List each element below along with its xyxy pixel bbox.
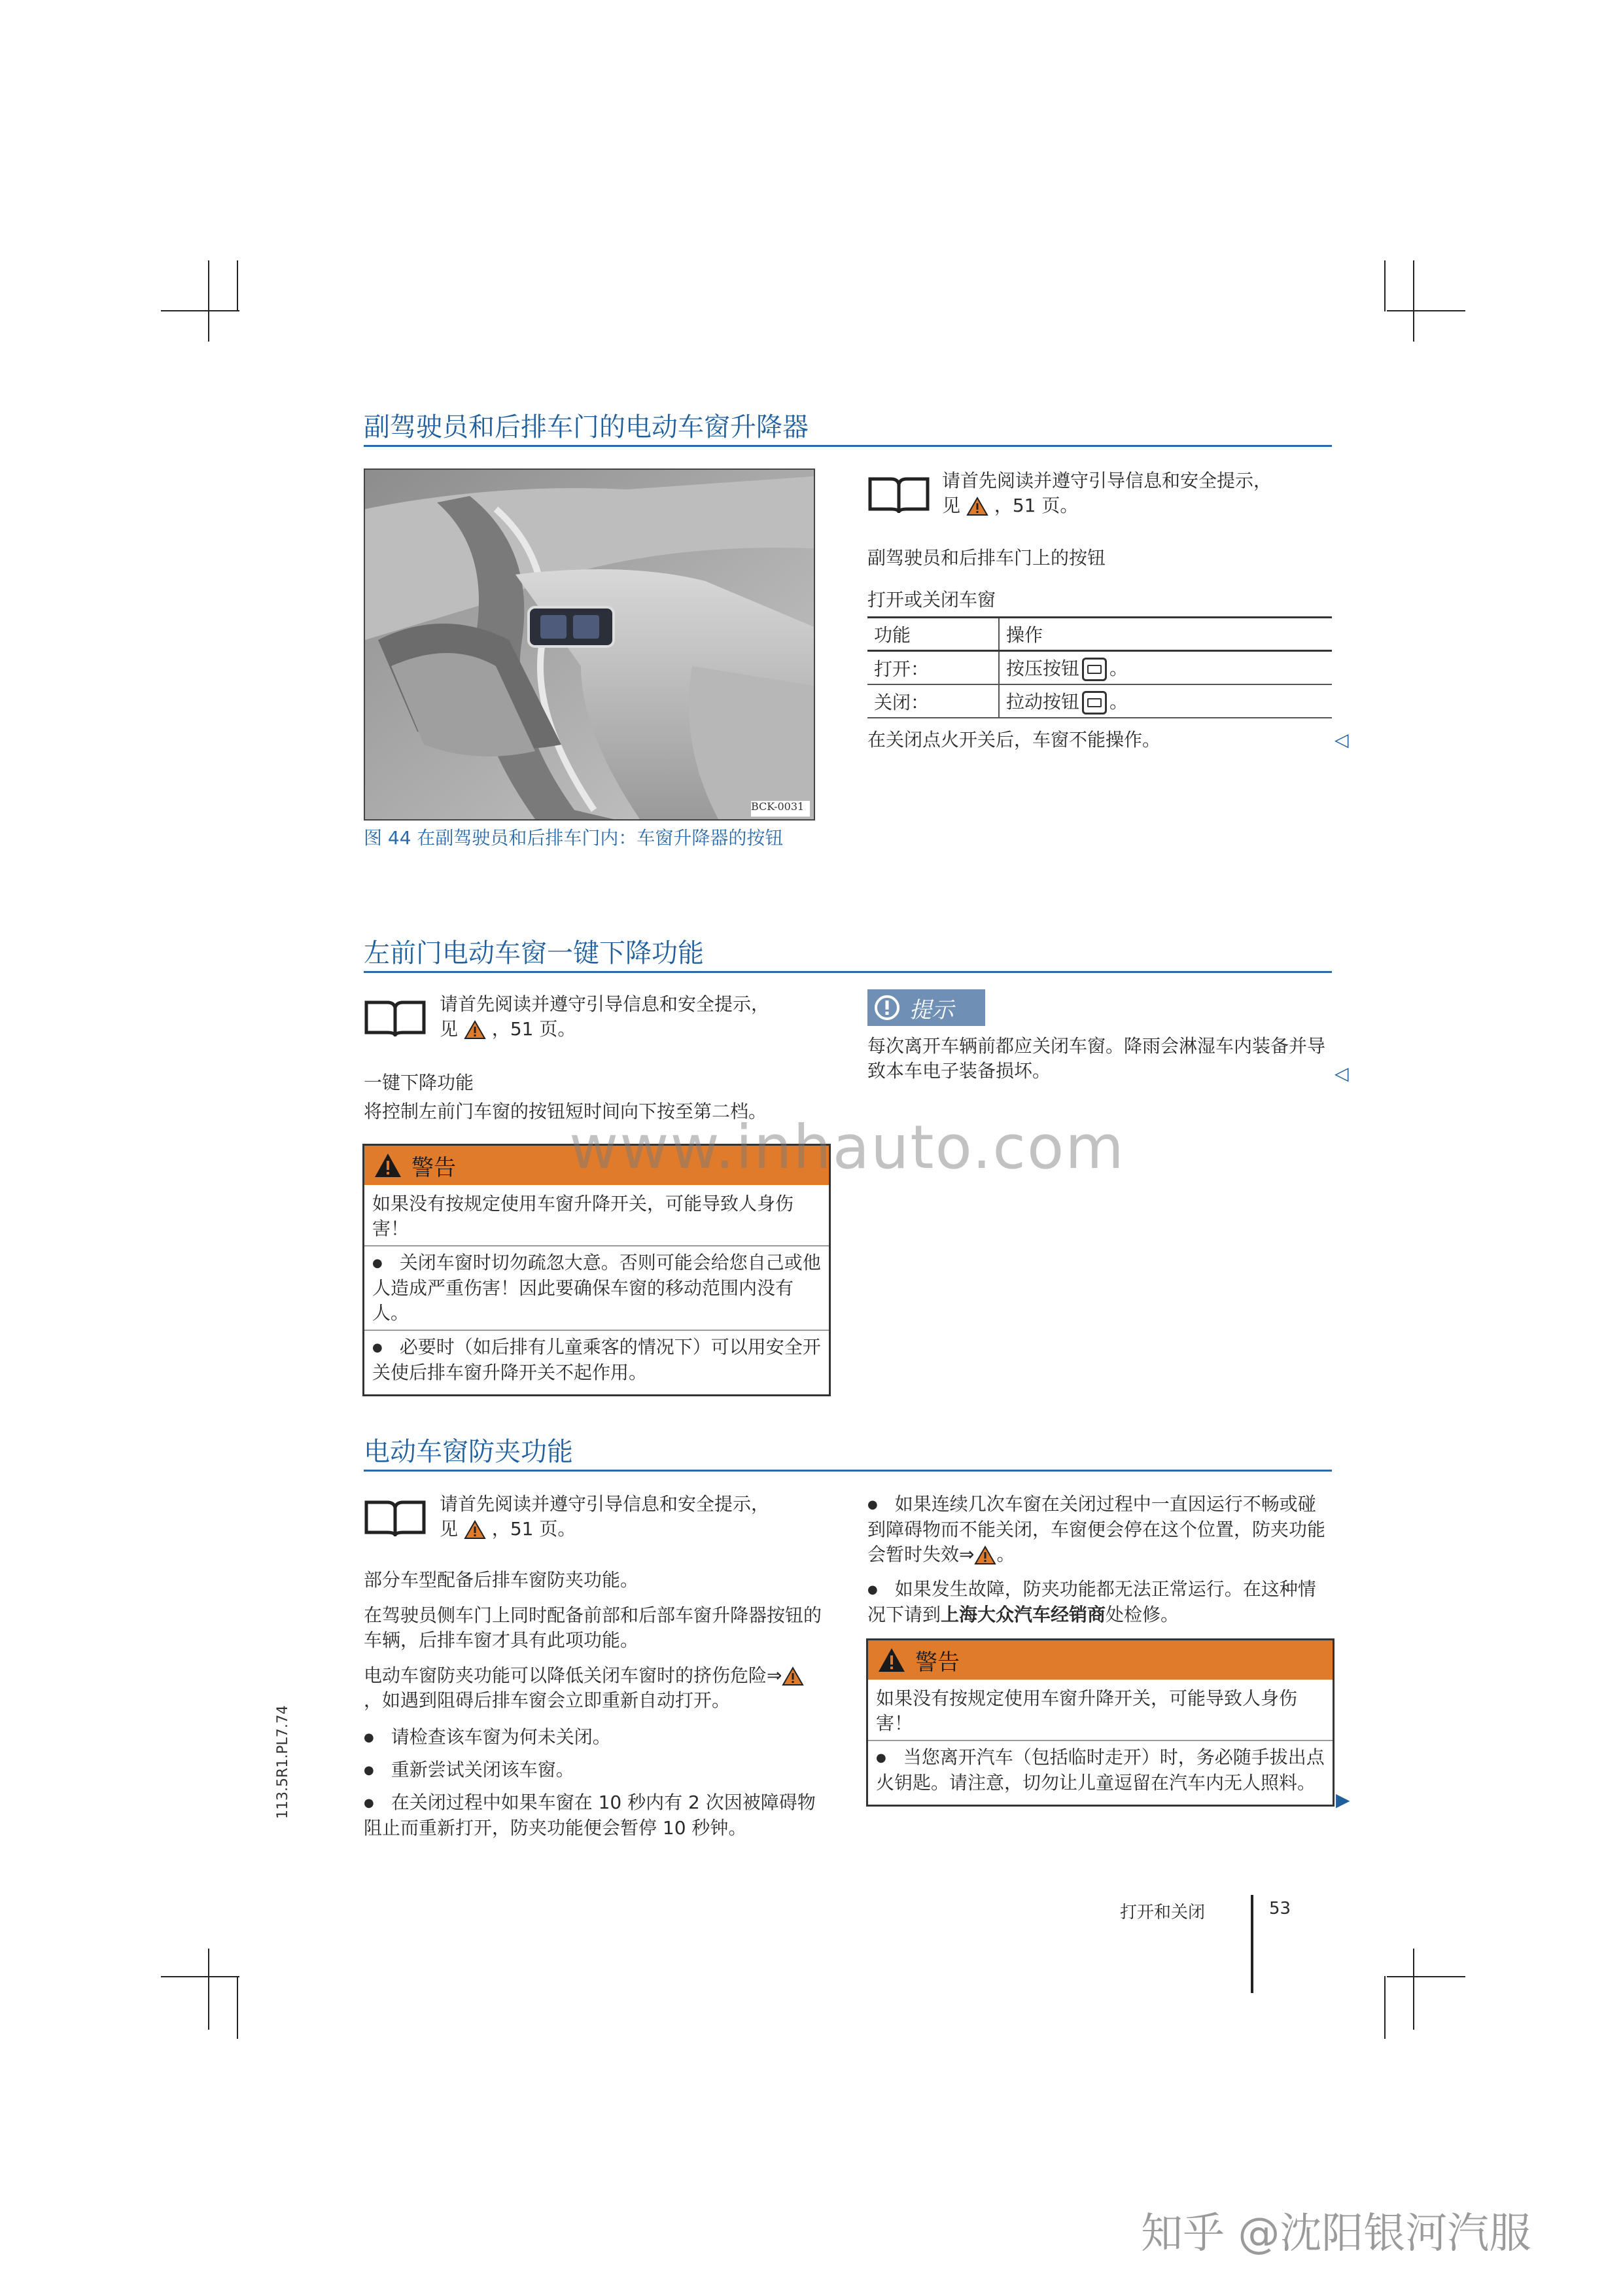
info-icon <box>874 995 900 1021</box>
door-panel-figure <box>364 468 815 821</box>
window-operation-table <box>867 616 1332 718</box>
section-rule <box>364 971 1332 973</box>
warning-body: 如果没有按规定使用车窗升降开关，可能导致人身伤害！ ● 当您离开汽车（包括临时走开）时，务必随手拔出点火钥匙。请注意，切勿让儿童逗留在汽车内无人照料。 <box>868 1680 1333 1805</box>
section-title-passenger-windows: 副驾驶员和后排车门的电动车窗升降器 <box>364 412 809 442</box>
warning-header: 警告 <box>364 1146 829 1185</box>
read-manual-icon <box>364 1497 427 1536</box>
anti-pinch-para1: 在驾驶员侧车门上同时配备前部和后部车窗升降器按钮的车辆，后排车窗才具有此项功能。 <box>364 1604 822 1651</box>
list-item: ● 如果连续几次车窗在关闭过程中一直因运行不畅或碰到障碍物而不能关闭，车窗便会停在这个位置，防夹功能会暂时失效⇒ 。 <box>867 1492 1332 1567</box>
section-title-one-touch: 左前门电动车窗一键下降功能 <box>364 938 704 968</box>
warning-triangle-icon <box>966 497 988 516</box>
anti-pinch-para2: 电动车窗防夹功能可以降低关闭车窗时的挤伤危险⇒，如遇到阻碍后排车窗会立即重新自动打开。 <box>364 1663 822 1713</box>
tip-text: 每次离开车辆前都应关闭车窗。降雨会淋湿车内装备并导致本车电子装备损坏。 <box>867 1035 1326 1082</box>
table-header-action: 操作 <box>999 618 1332 651</box>
side-print-code: 113.5R1.PL7.74 <box>275 1705 291 1819</box>
table-title: 打开或关闭车窗 <box>867 589 996 610</box>
one-touch-body: 将控制左前门车窗的按钮短时间向下按至第二档。 <box>364 1101 767 1122</box>
table-header-function: 功能 <box>867 618 999 651</box>
read-notice: 请首先阅读并遵守引导信息和安全提示， 见 ，51 页。 <box>440 993 770 1040</box>
door-panel-illustration <box>365 470 814 819</box>
section-rule <box>364 445 1332 447</box>
source-credit: 知乎 @沈阳银河汽服 <box>1141 2210 1531 2258</box>
one-touch-subhead: 一键下降功能 <box>364 1072 474 1093</box>
warning-body: 如果没有按规定使用车窗升降开关，可能导致人身伤害！ ● 关闭车窗时切勿疏忽大意。否则可能会给您自己或他人造成严重伤害！因此要确保车窗的移动范围内没有人。 ● 必要时（如后排有儿童乘客的情况下）可以用安全开关使后排车窗升降开关不起作用。 <box>364 1185 829 1394</box>
tip-header: 提示 <box>867 989 985 1026</box>
window-button-icon <box>1082 658 1107 681</box>
list-item: ● 关闭车窗时切勿疏忽大意。否则可能会给您自己或他人造成严重伤害！因此要确保车窗的移动范围内没有人。 <box>372 1250 821 1326</box>
warning-triangle-icon <box>974 1545 996 1565</box>
table-row: 打开： 按压按钮 。 <box>867 651 1332 685</box>
warning-box <box>866 1638 1335 1807</box>
footer-chapter: 打开和关闭 <box>1120 1903 1206 1922</box>
list-item: ● 在关闭过程中如果车窗在 10 秒内有 2 次因被障碍物阻止而重新打开，防夹功能便会暂停 10 秒钟。 <box>364 1790 822 1841</box>
warning-triangle-icon <box>464 1520 486 1540</box>
continue-arrow-icon: ▶ <box>1336 1789 1350 1810</box>
list-item: ● 当您离开汽车（包括临时走开）时，务必随手拔出点火钥匙。请注意，切勿让儿童逗留在汽车内无人照料。 <box>876 1745 1325 1795</box>
section-end-icon: ◁ <box>1335 729 1349 751</box>
warning-triangle-icon <box>877 1647 906 1673</box>
ignition-note: 在关闭点火开关后，车窗不能操作。 <box>867 729 1161 751</box>
footer-divider <box>1251 1895 1253 1993</box>
buttons-subhead: 副驾驶员和后排车门上的按钮 <box>867 547 1106 569</box>
list-item: ● 必要时（如后排有儿童乘客的情况下）可以用安全开关使后排车窗升降开关不起作用。 <box>372 1335 821 1385</box>
anti-pinch-subhead: 部分车型配备后排车窗防夹功能。 <box>364 1569 639 1591</box>
read-notice: 请首先阅读并遵守引导信息和安全提示， 见 ，51 页。 <box>942 470 1272 516</box>
read-manual-icon <box>867 474 930 513</box>
list-item: ● 重新尝试关闭该车窗。 <box>364 1757 574 1783</box>
section-title-anti-pinch: 电动车窗防夹功能 <box>364 1437 573 1467</box>
watermark: www.inhauto.com <box>569 1112 1125 1182</box>
read-notice: 请首先阅读并遵守引导信息和安全提示， 见 ，51 页。 <box>440 1493 770 1540</box>
list-item: ● 请检查该车窗为何未关闭。 <box>364 1725 611 1750</box>
warning-triangle-icon <box>782 1667 804 1686</box>
window-button-icon <box>1082 691 1107 715</box>
warning-triangle-icon <box>464 1020 486 1040</box>
list-item: ● 如果发生故障，防夹功能都无法正常运行。在这种情况下请到上海大众汽车经销商处检修。 <box>867 1577 1332 1627</box>
table-row: 关闭： 拉动按钮 。 <box>867 684 1332 718</box>
section-rule <box>364 1470 1332 1472</box>
figure-code: BCK-0031 <box>751 800 805 813</box>
section-end-icon: ◁ <box>1335 1063 1349 1084</box>
read-manual-icon <box>364 997 427 1036</box>
warning-header: 警告 <box>868 1640 1333 1680</box>
warning-triangle-icon <box>374 1152 402 1178</box>
figure-caption: 图 44 在副驾驶员和后排车门内：车窗升降器的按钮 <box>364 827 784 849</box>
page-number: 53 <box>1269 1899 1291 1918</box>
